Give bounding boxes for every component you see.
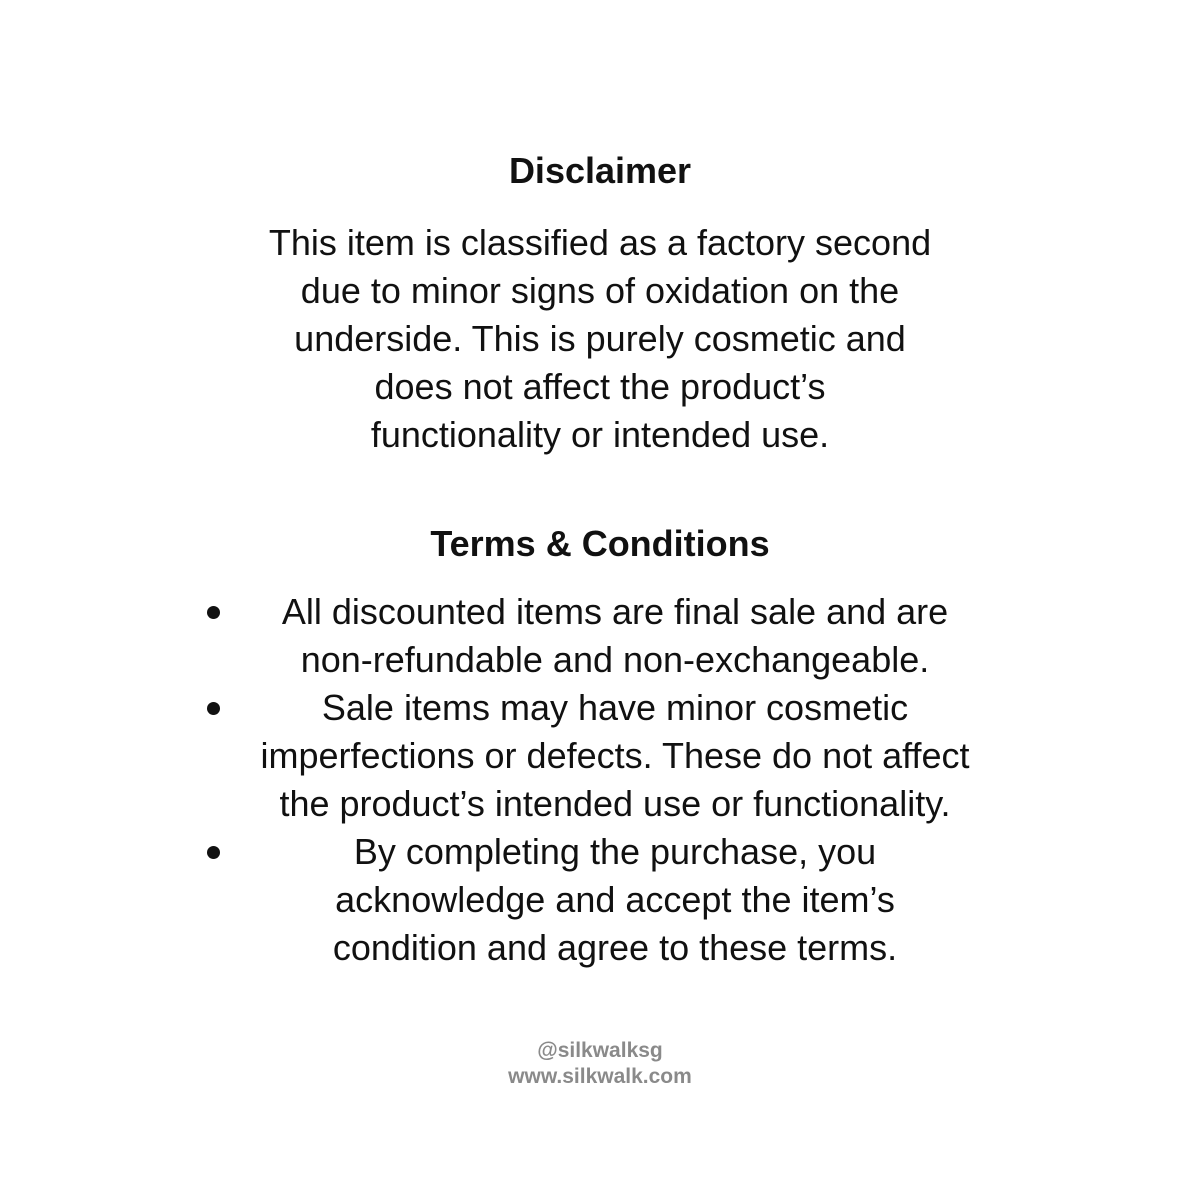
disclaimer-line: underside. This is purely cosmetic and <box>294 318 906 359</box>
terms-list <box>0 588 1200 972</box>
terms-line: non-refundable and non-exchangeable. <box>300 639 930 680</box>
terms-item-text <box>30 684 1200 828</box>
disclaimer-line: due to minor signs of oxidation on the <box>300 270 900 311</box>
terms-list-item <box>0 684 1200 828</box>
disclaimer-line: does not affect the product’s <box>374 366 826 407</box>
disclaimer-line: functionality or intended use. <box>370 414 830 455</box>
terms-line: imperfections or defects. These do not affect <box>260 735 970 776</box>
terms-line: By completing the purchase, you <box>353 831 877 872</box>
bullet-icon <box>207 702 220 715</box>
terms-item-text <box>30 828 1200 972</box>
terms-item-text <box>30 588 1200 684</box>
terms-line: All discounted items are final sale and are <box>281 591 949 632</box>
terms-line: acknowledge and accept the item’s <box>335 879 895 920</box>
disclaimer-paragraph <box>0 219 1200 459</box>
terms-line: Sale items may have minor cosmetic <box>321 687 909 728</box>
disclaimer-line: This item is classified as a factory second <box>268 222 932 263</box>
terms-line: condition and agree to these terms. <box>332 927 898 968</box>
bullet-icon <box>207 606 220 619</box>
terms-list-item <box>0 588 1200 684</box>
terms-line: the product’s intended use or functionality. <box>279 783 951 824</box>
terms-list-item <box>0 828 1200 972</box>
terms-heading: Terms & Conditions <box>430 523 770 564</box>
bullet-icon <box>207 846 220 859</box>
social-handle: @silkwalksg <box>537 1039 663 1062</box>
disclaimer-heading: Disclaimer <box>508 150 692 191</box>
website-url: www.silkwalk.com <box>508 1065 692 1088</box>
